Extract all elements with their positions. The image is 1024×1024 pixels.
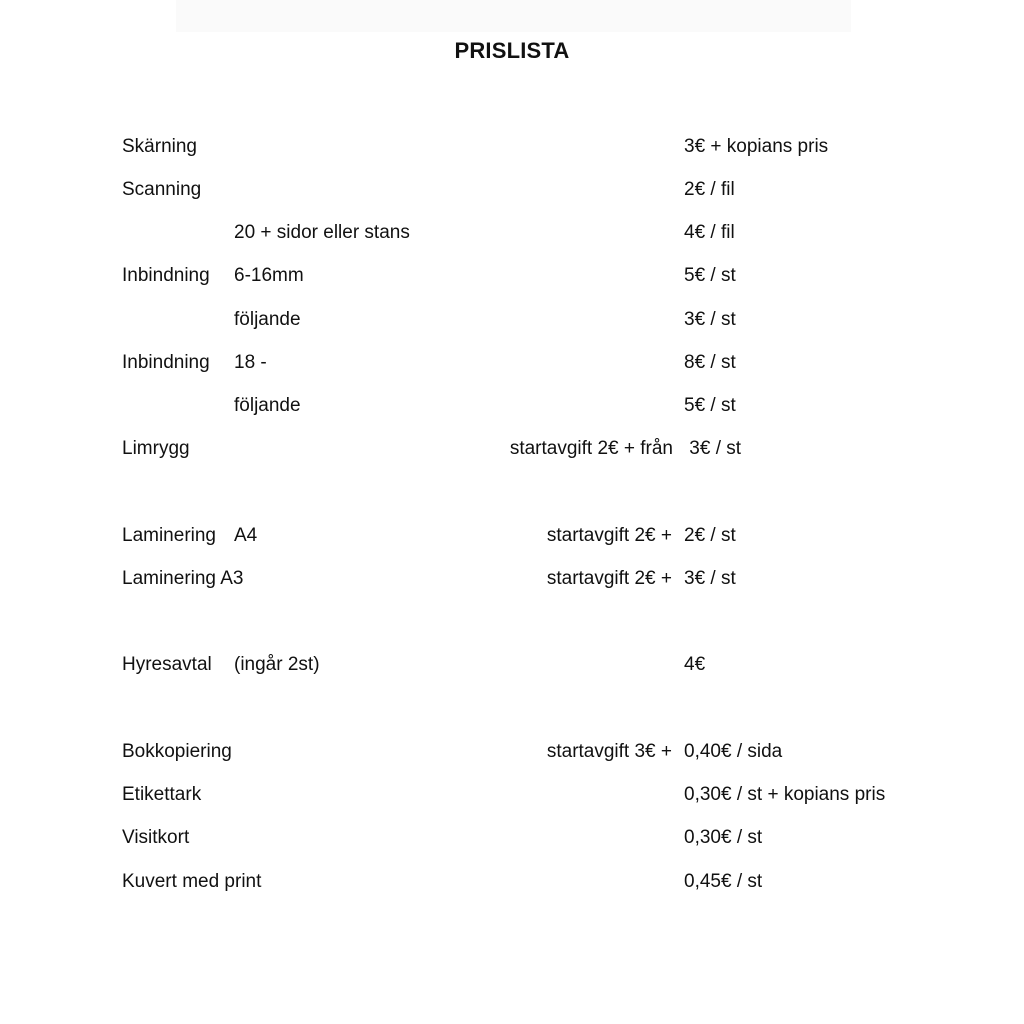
price-row xyxy=(0,564,1024,594)
price-row xyxy=(0,391,1024,421)
item-label: Inbindning xyxy=(122,265,210,286)
price-value: 2€ / st xyxy=(684,525,736,546)
item-label: Laminering xyxy=(122,525,216,546)
start-fee: startavgift 2€ + xyxy=(546,525,672,546)
item-detail: följande xyxy=(234,395,301,416)
price-value: 4€ xyxy=(684,654,706,675)
item-label: Skärning xyxy=(122,136,197,157)
price-value: 5€ / st xyxy=(684,265,736,286)
item-detail: (ingår 2st) xyxy=(234,654,320,675)
item-detail: följande xyxy=(234,309,301,330)
price-value: 3€ / st xyxy=(684,568,736,589)
item-label: Etikettark xyxy=(122,784,202,805)
price-value: 4€ / fil xyxy=(684,222,735,243)
price-row xyxy=(0,823,1024,853)
item-label: Limrygg xyxy=(122,438,190,459)
start-fee: startavgift 3€ + xyxy=(546,741,672,762)
item-label: Visitkort xyxy=(122,827,190,848)
price-value: 8€ / st xyxy=(684,352,736,373)
price-row xyxy=(0,305,1024,335)
price-row xyxy=(0,261,1024,291)
price-value: 3€ + kopians pris xyxy=(684,136,829,157)
header-band xyxy=(176,0,851,32)
price-row xyxy=(0,737,1024,767)
item-label: Laminering A3 xyxy=(122,568,244,589)
price-value: 3€ / st xyxy=(684,309,736,330)
price-value: 2€ / fil xyxy=(684,179,735,200)
item-detail: 18 - xyxy=(234,352,267,373)
item-detail: 6-16mm xyxy=(234,265,304,286)
price-row xyxy=(0,348,1024,378)
price-row xyxy=(0,780,1024,810)
price-value: 0,30€ / st + kopians pris xyxy=(684,784,886,805)
start-fee: startavgift 2€ + från xyxy=(509,438,673,459)
price-row xyxy=(0,867,1024,897)
price-row xyxy=(0,521,1024,551)
price-value: 0,40€ / sida xyxy=(684,741,783,762)
price-value: 0,45€ / st xyxy=(684,871,763,892)
item-detail: 20 + sidor eller stans xyxy=(234,222,410,243)
item-label: Hyresavtal xyxy=(122,654,212,675)
price-row xyxy=(0,175,1024,205)
price-row xyxy=(0,218,1024,248)
price-row xyxy=(0,434,1024,464)
price-value: 5€ / st xyxy=(684,395,736,416)
start-fee: startavgift 2€ + xyxy=(546,568,672,589)
price-row xyxy=(0,132,1024,162)
item-detail: A4 xyxy=(234,525,258,546)
item-label: Bokkopiering xyxy=(122,741,232,762)
item-label: Kuvert med print xyxy=(122,871,262,892)
price-value: 3€ / st xyxy=(684,438,742,459)
price-row xyxy=(0,650,1024,680)
item-label: Inbindning xyxy=(122,352,210,373)
price-value: 0,30€ / st xyxy=(684,827,763,848)
item-label: Scanning xyxy=(122,179,202,200)
page-title: PRISLISTA xyxy=(454,38,570,63)
